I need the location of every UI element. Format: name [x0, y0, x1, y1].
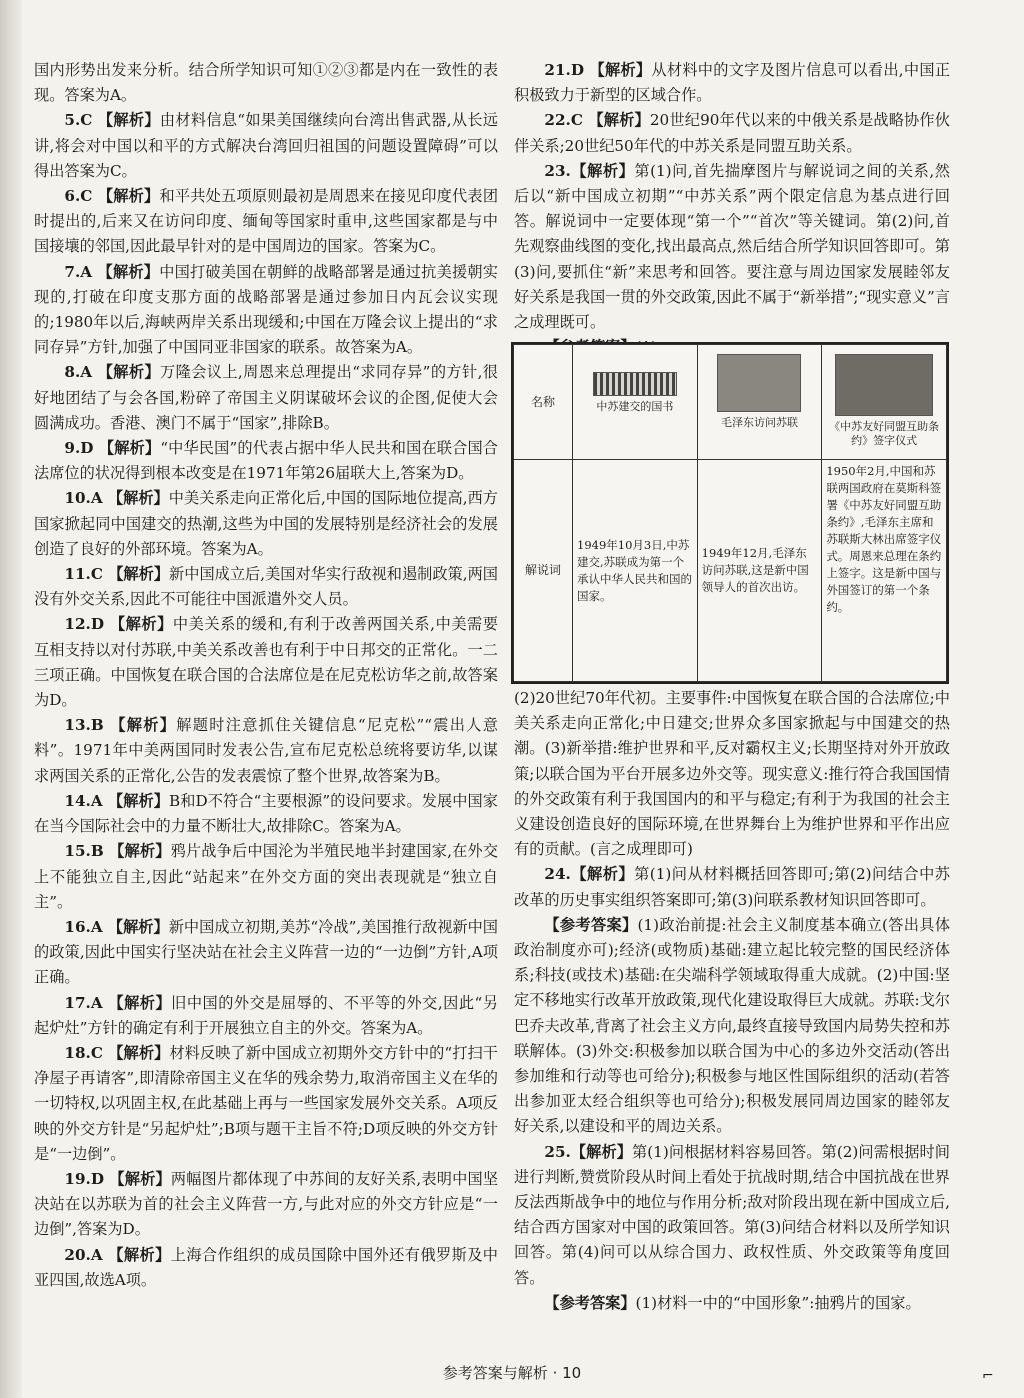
- figure-cell-3: [822, 345, 947, 460]
- answer-label: 15.B 【解析】: [64, 842, 171, 861]
- answer-text: (1)材料一中的“中国形象”:抽鸦片的国家。: [635, 1293, 921, 1312]
- right-column-top: [514, 58, 950, 360]
- answer-paragraph: [514, 58, 950, 108]
- commentary-1: 1949年10月3日,中苏建交,苏联成为第一个承认中华人民共和国的国家。: [573, 460, 698, 682]
- answer-label: 19.D 【解析】: [64, 1169, 171, 1188]
- answer-text: 鸦片战争后中国沦为半殖民地半封建国家,在外交上不能独立自主,因此“站起来”在外交方面的突出表现就是“独立自主”。: [34, 842, 499, 911]
- commentary-2: 1949年12月,毛泽东访问苏联,这是新中国领导人的首次出访。: [697, 460, 822, 682]
- answer-label: 【参考答案】: [544, 915, 638, 934]
- answer-paragraph: [514, 108, 950, 158]
- answer-text: 中美关系的缓和,有利于改善两国关系,中美需要互相支持以对付苏联,中美关系改善也有利于中日邦交的正常化。一二三项正确。中国恢复在联合国的合法席位是在尼克松访华之前,故答案为D。: [34, 615, 498, 710]
- answer-label: 25.【解析】: [544, 1142, 632, 1161]
- answer-paragraph: [34, 839, 498, 915]
- answer-text: (2)20世纪70年代初。主要事件:中国恢复在联合国的合法席位;中美关系走向正常化;中日建交;世界众多国家掀起与中国建交的热潮。(3)新举措:维护世界和平,反对霸权主义;长期坚持对外开放政策;以联合国为平台开展多边外交等。现实意义:推行符合我国国情的外交政策有利于我国国内的和平与稳定;有利于为我国的社会主义建设创造良好的国际环境,在世界舞台上为维护世界和平作出应有的贡献。(言之成理即可): [514, 689, 950, 859]
- figure-caption-2: 毛泽东访问苏联: [720, 416, 798, 429]
- figure-caption-1: 中苏建交的国书: [596, 400, 674, 413]
- binding-gutter: [0, 0, 22, 1398]
- answer-paragraph: [514, 862, 950, 912]
- answer-label: 24.【解析】: [544, 865, 635, 884]
- answer-label: 6.C 【解析】: [64, 187, 160, 206]
- treaty-signing-photo: [835, 354, 933, 416]
- answer-paragraph: [34, 108, 498, 184]
- answer-paragraph: [34, 789, 498, 839]
- answer-label: 10.A 【解析】: [64, 489, 169, 508]
- answer-text: “中华民国”的代表占据中华人民共和国在联合国合法席位的状况得到根本改变是在1971年第26届联大上,答案为D。: [34, 439, 498, 483]
- figure-cell-2: [697, 345, 822, 460]
- answer-label: 11.C 【解析】: [64, 565, 170, 584]
- answer-text: 两幅图片都体现了中苏间的友好关系,表明中国坚决站在以苏联为首的社会主义阵营一方,与此对应的外交方针应是“一边倒”,答案为D。: [34, 1169, 499, 1239]
- answer-label: 9.D 【解析】: [64, 439, 161, 458]
- answer-table: [513, 344, 947, 682]
- answer-text: 第(1)问从材料概括回答即可;第(2)问结合中苏改革的历史事实组织答案即可;第(3)问联系教材知识回答即可。: [514, 865, 950, 909]
- answer-label: 5.C 【解析】: [64, 111, 160, 130]
- answer-label: 【参考答案】: [544, 1293, 636, 1312]
- answer-text: 解题时注意抓住关键信息“尼克松”“震出人意料”。1971年中美两国同时发表公告,宣布尼克松总统将要访华,以谋求两国关系的正常化,公告的发表震惊了整个世界,故答案为B。: [34, 716, 498, 785]
- answer-table-figure: [511, 342, 949, 684]
- answer-label: 18.C 【解析】: [64, 1043, 170, 1062]
- answer-label: 22.C 【解析】: [544, 111, 650, 130]
- answer-paragraph: [34, 486, 498, 562]
- left-column: [34, 58, 498, 1293]
- answer-paragraph: [34, 58, 498, 108]
- answer-paragraph: [514, 1140, 950, 1291]
- mao-visit-photo: [717, 354, 801, 412]
- answer-paragraph: [34, 436, 498, 486]
- answer-text: (1)政治前提:社会主义制度基本确立(答出具体政治制度亦可);经济(或物质)基础:建立起比较完整的国民经济体系;科技(或技术)基础:在尖端科学领域取得重大成就。(2)中国:坚定不移地实行改革开放政策,现代化建设取得巨大成就。苏联:戈尔巴乔夫改革,背离了社会主义方向,最终直接导致国内局势失控和苏联解体。(3)外交:积极参加以联合国为中心的多边外交活动(答出参加维和行动等也可给分);积极参与地区性国际组织的活动(若答出参加亚太经合组织等也可给分);积极发展同周边国家的睦邻友好关系,以建设和平的周边关系。: [514, 915, 951, 1136]
- answer-label: 21.D 【解析】: [544, 61, 652, 79]
- footer-dash: ⌐: [982, 1368, 994, 1384]
- answer-label: 13.B 【解析】: [64, 716, 177, 735]
- answer-text: B和D不符合“主要根源”的设问要求。发展中国家在当今国际社会中的力量不断壮大,故排除C。答案为A。: [34, 791, 498, 836]
- answer-text: 新中国成立初期,美苏“冷战”,美国推行敌视新中国的政策,因此中国实行坚决站在社会主义阵营一边的“一边倒”方针,A项正确。: [34, 917, 498, 987]
- right-column-bottom: [514, 686, 950, 1316]
- answer-text: 和平共处五项原则最初是周恩来在接见印度代表团时提出的,后来又在访问印度、缅甸等国家时重申,这些国家都是与中国接壤的邻国,因此最早针对的是中国周边的国家。答案为C。: [34, 187, 499, 256]
- answer-paragraph: [514, 686, 950, 862]
- answer-text: 中美关系走向正常化后,中国的国际地位提高,西方国家掀起同中国建交的热潮,这些为中国的发展特别是经济社会的发展创造了良好的外部环境。答案为A。: [34, 489, 498, 558]
- row-head-commentary: 解说词: [514, 460, 573, 682]
- answer-paragraph: [34, 713, 498, 789]
- answer-text: 第(1)问,首先揣摩图片与解说词之间的关系,然后以“新中国成立初期”“中苏关系”两个限定信息为基点进行回答。解说词中一定要体现“第一个”“首次”等关键词。第(2)问,首先观察曲线图的变化,找出最高点,然后结合所学知识回答即可。第(3)问,要抓住“新”来思考和回答。要注意与周边国家发展睦邻友好关系是我国一贯的外交政策,因此不属于“新举措”;“现实意义”言之成理既可。: [514, 161, 950, 332]
- answer-paragraph: [34, 1243, 498, 1293]
- answer-label: 20.A 【解析】: [64, 1245, 171, 1264]
- answer-text: 第(1)问根据材料容易回答。第(2)问需根据时间进行判断,赞赏阶段从时间上看处于抗战时期,结合中国抗战在世界反法西斯战争中的地位与作用分析;敌对阶段出现在新中国成立后,结合西方国家对中国的政策回答。第(3)问结合材料以及所学知识回答。第(4)问可以从综合国力、政权性质、外交政策等角度回答。: [514, 1142, 950, 1287]
- answer-paragraph: [34, 1041, 498, 1167]
- answer-label: 14.A 【解析】: [64, 791, 169, 810]
- answer-text: 由材料信息“如果美国继续向台湾出售武器,从长远讲,将会对中国以和平的方式解决台湾回归祖国的问题设置障碍”可以得出答案为C。: [34, 111, 498, 180]
- answer-paragraph: [34, 915, 498, 991]
- answer-paragraph: [34, 1167, 498, 1243]
- answer-text: 国内形势出发来分析。结合所学知识可知①②③都是内在一致性的表现。答案为A。: [34, 61, 498, 105]
- answer-paragraph: [514, 159, 950, 335]
- answer-label: 16.A 【解析】: [64, 917, 169, 936]
- answer-paragraph: [34, 991, 498, 1041]
- answer-text: 旧中国的外交是屈辱的、不平等的外交,因此“另起炉灶”方针的确定有利于开展独立自主的外交。答案为A。: [34, 993, 498, 1037]
- answer-paragraph: [34, 612, 498, 713]
- answer-label: 12.D 【解析】: [64, 615, 173, 634]
- answer-text: 新中国成立后,美国对华实行敌视和遏制政策,两国没有外交关系,因此不可能往中国派遣外交人员。: [34, 565, 498, 609]
- answer-label: 23.【解析】: [544, 161, 635, 180]
- answer-paragraph: [34, 360, 498, 436]
- answer-paragraph: [514, 1291, 950, 1316]
- answer-text: 从材料中的文字及图片信息可以看出,中国正积极致力于新型的区域合作。: [514, 61, 951, 105]
- answer-text: 上海合作组织的成员国除中国外还有俄罗斯及中亚四国,故选A项。: [34, 1245, 498, 1289]
- figure-cell-1: [573, 345, 698, 460]
- page-footer: 参考答案与解析 · 10: [442, 1364, 582, 1382]
- answer-text: 20世纪90年代以来的中俄关系是战略协作伙伴关系;20世纪50年代的中苏关系是同盟互助关系。: [514, 111, 950, 155]
- answer-text: 材料反映了新中国成立初期外交方针中的“打扫干净屋子再请客”,即清除帝国主义在华的残余势力,取消帝国主义在华的一切特权,以巩固主权,在此基础上再与一些国家发展外交关系。A项反映的外交方针是“另起炉灶”;B项与题干主旨不符;D项反映的外交方针是“一边倒”。: [34, 1043, 498, 1163]
- answer-text: 中国打破美国在朝鲜的战略部署是通过抗美援朝实现的,打破在印度支那方面的战略部署是通过参加日内瓦会议实现的;1980年以后,海峡两岸关系出现缓和;中国在万隆会议上提出的“求同存异”方针,加强了中国同亚非国家的联系。故答案为A。: [34, 262, 498, 357]
- answer-paragraph: [34, 184, 498, 260]
- commentary-3: 1950年2月,中国和苏联两国政府在莫斯科签署《中苏友好同盟互助条约》,毛泽东主席和苏联斯大林出席签字仪式。周恩来总理在条约上签字。这是新中国与外国签订的第一个条约。: [822, 460, 947, 682]
- figure-caption-3: 《中苏友好同盟互助条约》签字仪式: [829, 420, 940, 447]
- answer-label: 17.A 【解析】: [64, 993, 172, 1012]
- answer-paragraph: [514, 913, 950, 1140]
- answer-label: 7.A 【解析】: [64, 262, 160, 281]
- answer-label: 8.A 【解析】: [64, 363, 161, 382]
- credential-photo: [593, 372, 677, 396]
- answer-text: 万隆会议上,周恩来总理提出“求同存异”的方针,很好地团结了与会各国,粉碎了帝国主义阴谋破坏会议的企图,促使大会圆满成功。香港、澳门不属于“国家”,排除B。: [34, 363, 498, 432]
- row-head-name: 名称: [514, 345, 573, 460]
- answer-paragraph: [34, 562, 498, 612]
- answer-paragraph: [34, 260, 498, 361]
